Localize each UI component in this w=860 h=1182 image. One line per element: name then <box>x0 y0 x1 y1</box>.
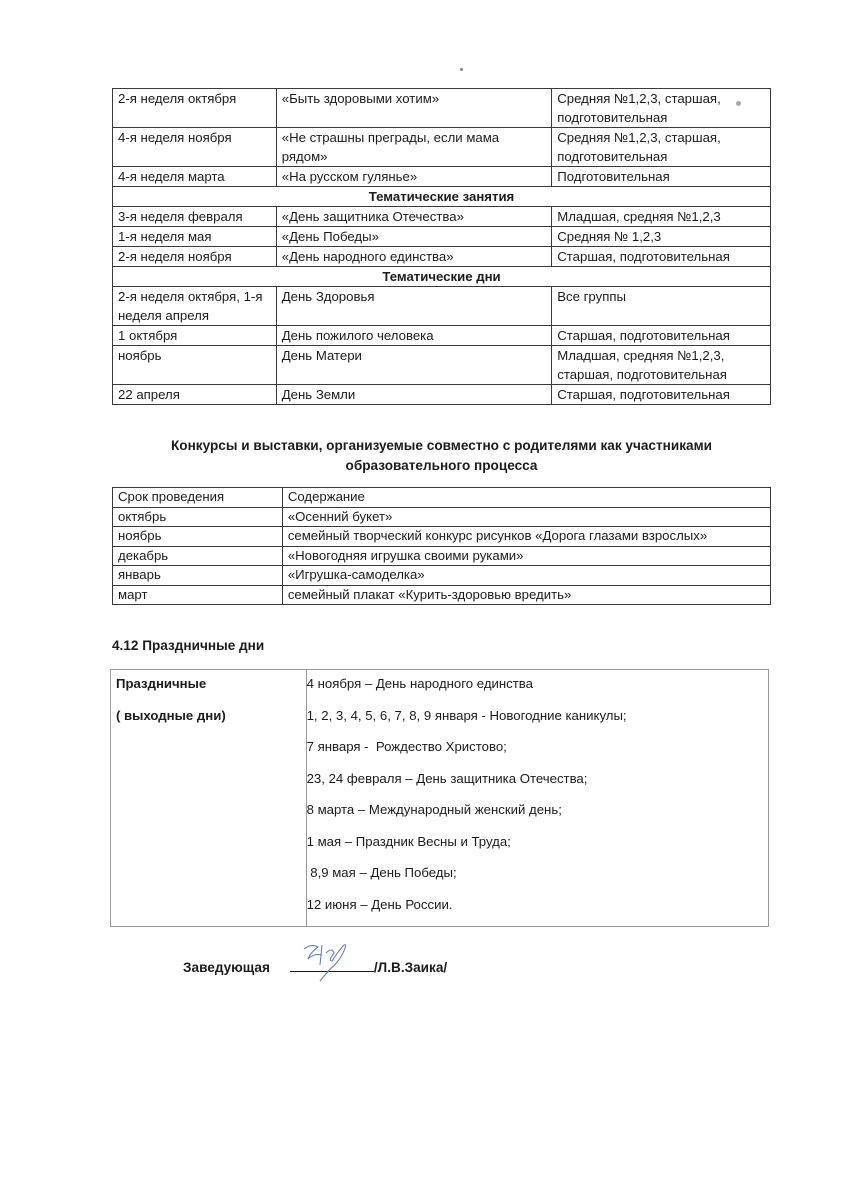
event-cell: «На русском гулянье» <box>276 167 552 187</box>
period-cell: 4-я неделя ноября <box>113 128 277 167</box>
holiday-item: 7 января - Рождество Христово; <box>306 739 507 754</box>
table-row <box>113 227 771 247</box>
period-cell: март <box>113 585 283 605</box>
table-row <box>113 385 771 405</box>
table-row <box>113 287 771 326</box>
section-title: Тематические занятия <box>113 187 771 207</box>
handwritten-signature-icon <box>298 939 368 983</box>
period-cell: 1-я неделя мая <box>113 227 277 247</box>
groups-cell: Подготовительная <box>552 167 771 187</box>
groups-cell: Старшая, подготовительная <box>552 326 771 346</box>
table-row <box>113 527 771 547</box>
groups-cell: Младшая, средняя №1,2,3, старшая, подготовительная <box>552 346 771 385</box>
period-cell: январь <box>113 566 283 586</box>
table-row <box>113 346 771 385</box>
event-cell: День пожилого человека <box>276 326 552 346</box>
period-cell: ноябрь <box>113 346 277 385</box>
holidays-label-line1: Праздничные <box>116 676 207 691</box>
contests-header-row <box>113 488 771 508</box>
holiday-item: 8,9 мая – День Победы; <box>306 865 457 880</box>
section-title: Тематические дни <box>113 267 771 287</box>
table-row <box>113 546 771 566</box>
scan-speck <box>460 68 463 71</box>
period-cell: 1 октября <box>113 326 277 346</box>
holidays-label-line2: ( выходные дни) <box>116 708 226 723</box>
period-cell: 3-я неделя февраля <box>113 207 277 227</box>
event-cell: «День защитника Отечества» <box>276 207 552 227</box>
scan-speck <box>736 101 741 106</box>
period-cell: декабрь <box>113 546 283 566</box>
table-row <box>113 507 771 527</box>
section-row <box>113 267 771 287</box>
holidays-table <box>110 669 769 927</box>
table-row <box>113 207 771 227</box>
period-cell: октябрь <box>113 507 283 527</box>
holiday-item: 8 марта – Международный женский день; <box>306 802 562 817</box>
period-cell: 22 апреля <box>113 385 277 405</box>
holiday-item: 12 июня – День России. <box>306 896 453 912</box>
groups-cell: Старшая, подготовительная <box>552 247 771 267</box>
table-row <box>113 585 771 605</box>
event-cell: «Быть здоровыми хотим» <box>276 89 552 128</box>
contests-table <box>112 487 771 605</box>
contests-title: Конкурсы и выставки, организуемые совместно с родителями как участниками образовательного процесса <box>170 438 712 473</box>
signature-block <box>183 957 447 975</box>
holiday-item: 23, 24 февраля – День защитника Отечества; <box>306 770 588 786</box>
period-cell: ноябрь <box>113 527 283 547</box>
content-cell: семейный творческий конкурс рисунков «Дорога глазами взрослых» <box>282 527 770 547</box>
table-row <box>113 128 771 167</box>
events-table <box>112 88 771 405</box>
table-row <box>113 566 771 586</box>
event-cell: День Матери <box>276 346 552 385</box>
groups-cell: Средняя №1,2,3, старшая, подготовительная <box>552 128 771 167</box>
content-cell: «Игрушка-самоделка» <box>282 566 770 586</box>
signature-name: /Л.В.Заика/ <box>373 960 448 975</box>
holiday-item: 4 ноября – День народного единства <box>306 676 533 691</box>
signature-position: Заведующая <box>183 960 270 975</box>
table-row <box>113 247 771 267</box>
groups-cell: Младшая, средняя №1,2,3 <box>552 207 771 227</box>
period-cell: 4-я неделя марта <box>113 167 277 187</box>
period-cell: 2-я неделя октября, 1-я неделя апреля <box>113 287 277 326</box>
signature-line <box>290 957 374 972</box>
groups-cell: Старшая, подготовительная <box>552 385 771 405</box>
content-cell: «Осенний букет» <box>282 507 770 527</box>
event-cell: «День народного единства» <box>276 247 552 267</box>
period-cell: 2-я неделя октября <box>113 89 277 128</box>
groups-cell: Все группы <box>552 287 771 326</box>
header-period: Срок проведения <box>113 488 283 508</box>
table-row <box>113 326 771 346</box>
holidays-label-cell <box>111 670 307 927</box>
holidays-list <box>306 670 768 927</box>
table-row <box>113 167 771 187</box>
content-cell: семейный плакат «Курить-здоровью вредить» <box>282 585 770 605</box>
section-row <box>113 187 771 207</box>
event-cell: «День Победы» <box>276 227 552 247</box>
period-cell: 2-я неделя ноября <box>113 247 277 267</box>
event-cell: День Здоровья <box>276 287 552 326</box>
event-cell: День Земли <box>276 385 552 405</box>
table-row <box>113 89 771 128</box>
groups-cell: Средняя №1,2,3, старшая, подготовительная <box>552 89 771 128</box>
header-content: Содержание <box>282 488 770 508</box>
holiday-item: 1, 2, 3, 4, 5, 6, 7, 8, 9 января - Новогодние каникулы; <box>306 707 627 723</box>
holiday-item: 1 мая – Праздник Весны и Труда; <box>306 833 511 849</box>
content-cell: «Новогодняя игрушка своими руками» <box>282 546 770 566</box>
groups-cell: Средняя № 1,2,3 <box>552 227 771 247</box>
holidays-heading: 4.12 Праздничные дни <box>112 638 265 653</box>
event-cell: «Не страшны преграды, если мама рядом» <box>276 128 552 167</box>
